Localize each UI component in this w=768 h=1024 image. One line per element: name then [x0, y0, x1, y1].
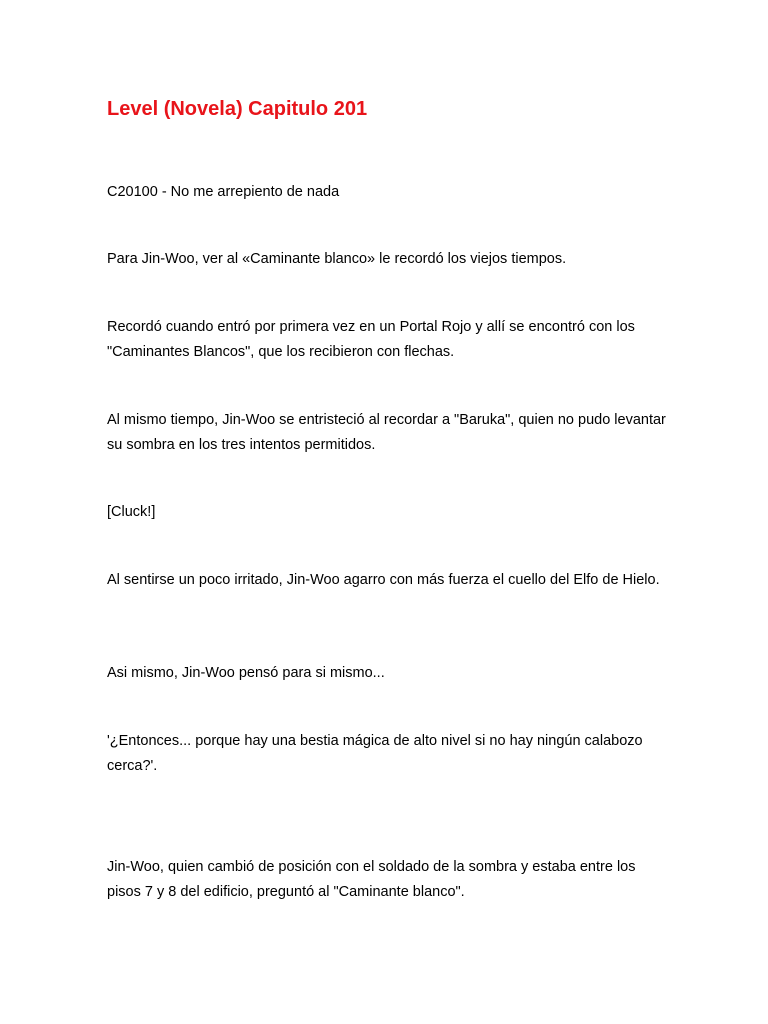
paragraph: Asi mismo, Jin-Woo pensó para si mismo...: [107, 665, 385, 681]
paragraph: Jin-Woo, quien cambió de posición con el soldado de la sombra y estaba entre los pisos 7 y 8 del edificio, preguntó al "Caminante blanco".: [107, 859, 636, 900]
document-title: Level (Novela) Capitulo 201: [107, 98, 368, 120]
paragraph: '¿Entonces... porque hay una bestia mágica de alto nivel si no hay ningún calabozo cerca?'.: [107, 733, 643, 774]
paragraph: Al mismo tiempo, Jin-Woo se entristeció al recordar a "Baruka", quien no pudo levantar su sombra en los tres intentos permitidos.: [107, 412, 666, 453]
paragraph-chapter-subtitle: C20100 - No me arrepiento de nada: [107, 184, 340, 200]
paragraph: Al sentirse un poco irritado, Jin-Woo agarro con más fuerza el cuello del Elfo de Hielo.: [107, 572, 660, 588]
paragraph: Recordó cuando entró por primera vez en un Portal Rojo y allí se encontró con los "Caminantes Blancos", que los recibieron con flechas.: [107, 319, 635, 360]
paragraph: Para Jin-Woo, ver al «Caminante blanco» le recordó los viejos tiempos.: [107, 251, 567, 267]
paragraph: [Cluck!]: [107, 504, 156, 520]
